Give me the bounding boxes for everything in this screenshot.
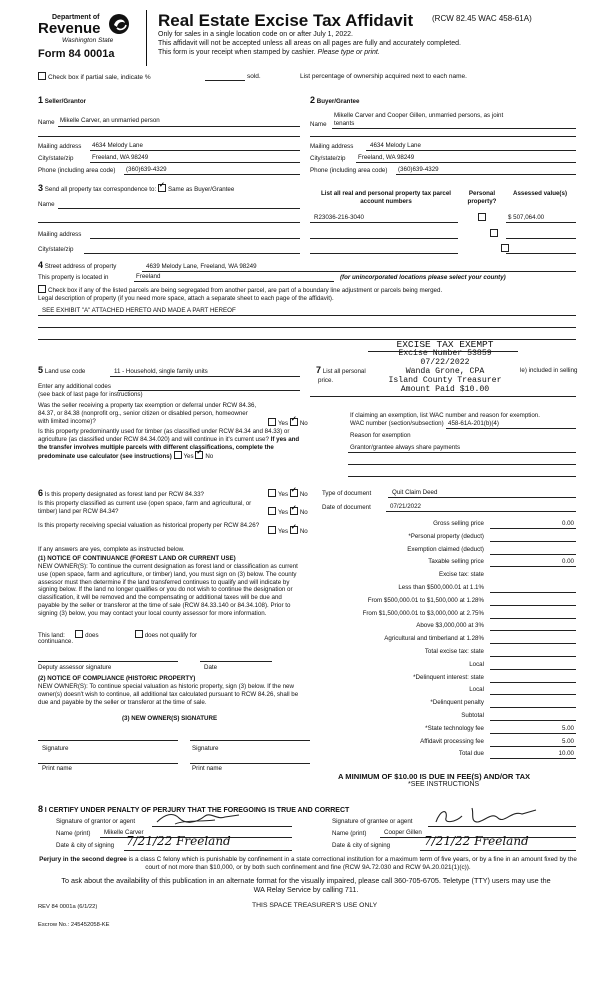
buyer-phone[interactable]: (360)639-4329 bbox=[398, 166, 439, 173]
sec3-mail-label: Mailing address bbox=[38, 231, 82, 238]
calc-value[interactable]: 5.00 bbox=[561, 724, 574, 732]
calc-label: Excise tax: state bbox=[438, 571, 484, 579]
land-does-not-checkbox[interactable] bbox=[135, 630, 143, 638]
calc-label: From $500,000.01 to $1,500,000 at 1.28% bbox=[367, 596, 484, 604]
deputy-sig-label: Deputy assessor signature bbox=[38, 664, 112, 671]
legal-description-label: Legal description of property (if you need more space, attach a separate sheet to each page of the affidavit). bbox=[38, 295, 334, 302]
calc-value[interactable]: 10.00 bbox=[558, 750, 574, 758]
partial-sale-row: Check box if partial sale, indicate % bbox=[38, 72, 151, 82]
sec5-q2-no[interactable] bbox=[195, 451, 203, 459]
personal-property-checkbox-2[interactable] bbox=[490, 229, 498, 237]
sec5-q1: Was the seller receiving a property tax exemption or deferral under RCW 84.36, 84.37, or 84.38 (nonprofit org., senior citizen or disabled person, homeowner with limited income)? bbox=[38, 402, 257, 425]
seller-phone-label: Phone (including area code) bbox=[38, 167, 116, 174]
additional-codes-note: (see back of last page for instructions) bbox=[38, 391, 143, 398]
calc-value-line bbox=[490, 605, 576, 606]
seller-city-label: City/state/zip bbox=[38, 155, 74, 162]
buyer-name-2[interactable]: tenants bbox=[334, 120, 355, 127]
sec6-q2: Is this property classified as current use (open space, farm and agricultural, or timber) land per RCW 84.34? bbox=[38, 500, 252, 515]
escrow-number: Escrow No.: 245452058-KE bbox=[38, 922, 110, 928]
dept-top: Department of bbox=[52, 14, 100, 21]
seller-mail-label: Mailing address bbox=[38, 143, 82, 150]
grantee-date[interactable]: 7/21/22 Freeland bbox=[424, 834, 529, 848]
calc-value-line bbox=[490, 720, 576, 721]
sec6-ifany: If any answers are yes, complete as instructed below. bbox=[38, 546, 185, 553]
owner-print-label-1: Print name bbox=[42, 765, 72, 772]
same-as-buyer-checkbox[interactable] bbox=[158, 184, 166, 192]
seller-name[interactable]: Mikelle Carver, an unmarried person bbox=[60, 117, 160, 124]
alternate-format-note: To ask about the availability of this publication in an alternate format for the visually impaired, please call 360-705-6705. Teletype (TTY) users may use the WA Relay Service by calling 711. bbox=[61, 876, 551, 894]
segregation-checkbox[interactable] bbox=[38, 285, 46, 293]
buyer-city-label: City/state/zip bbox=[310, 155, 346, 162]
grantee-name[interactable]: Cooper Gillen bbox=[384, 829, 422, 836]
segregation-row: Check box if any of the listed parcels are being segregated from another parcel, are part of a boundary line adjustment or parcels being merged. bbox=[38, 285, 442, 295]
sec3-heading: 3 Send all property tax correspondence to: ✓ Same as Buyer/Grantee bbox=[38, 183, 234, 194]
calc-label: Less than $500,000.01 at 1.1% bbox=[398, 584, 484, 591]
sec4-heading: 4 Street address of property bbox=[38, 260, 117, 270]
legal-exhibit[interactable]: SEE EXHIBIT "A" ATTACHED HERETO AND MADE A PART HEREOF bbox=[42, 307, 236, 314]
sec6-q1-no[interactable] bbox=[290, 489, 298, 497]
grantor-date-label: Date & city of signing bbox=[56, 842, 115, 849]
seller-mail[interactable]: 4634 Melody Lane bbox=[92, 142, 143, 149]
partial-sale-checkbox[interactable] bbox=[38, 72, 46, 80]
exempt-stamp bbox=[370, 340, 520, 394]
state-label: Washington State bbox=[62, 37, 114, 44]
seller-name-label: Name bbox=[38, 119, 55, 126]
doc-type[interactable]: Quit Claim Deed bbox=[392, 489, 438, 496]
calc-label: *Personal property (deduct) bbox=[408, 532, 484, 540]
location-label: This property is located in bbox=[38, 274, 109, 281]
calc-label: *Delinquent interest: state bbox=[413, 673, 484, 681]
stamp-line-2: Excise Number 53859 bbox=[398, 349, 492, 358]
calc-value[interactable]: 0.00 bbox=[561, 558, 574, 566]
calc-value-line bbox=[490, 656, 576, 657]
notice1-text: NEW OWNER(S): To continue the current designation as forest land or classification as current use (open space, farm and agriculture, or timber) land, you must sign on (3) below. The county assessor must then determine if the land transferred continues to qualify and will indicate by signing below. If the land no longer qualifies or you do not wish to continue the designation or classification, it will be removed and the compensating or additional taxes will be due and payable by the seller or transferor at the time of sale (RCW 84.33.140 or 84.34.108). Prior to signing (3) below, you may contact your local county assessor for more information. bbox=[38, 563, 298, 617]
calc-value-line bbox=[490, 592, 576, 593]
calc-value-line bbox=[490, 694, 576, 695]
sec5-heading: 5 Land use code bbox=[38, 365, 86, 375]
calc-label: Subtotal bbox=[461, 712, 484, 719]
calc-label: Taxable selling price bbox=[428, 558, 484, 566]
dept-name: Revenue bbox=[38, 20, 101, 37]
calc-label: Total excise tax: state bbox=[424, 648, 484, 655]
calc-value-line bbox=[490, 630, 576, 631]
assessed-col-header: Assessed value(s) bbox=[513, 190, 567, 197]
calc-value-line bbox=[490, 541, 576, 542]
calc-value-line bbox=[490, 733, 576, 734]
sec6-q3-answer: Yes ✓ No bbox=[268, 526, 308, 536]
calc-value[interactable]: 0.00 bbox=[561, 520, 574, 527]
location-note: (for unincorporated locations please select your county) bbox=[340, 274, 506, 281]
owner-sig-label-2: Signature bbox=[192, 745, 219, 752]
buyer-name-1[interactable]: Mikelle Carver and Cooper Gillen, unmarried persons, as joint bbox=[334, 112, 504, 119]
continuance-label: continuance. bbox=[38, 638, 74, 645]
sec6-q1-yes[interactable] bbox=[268, 489, 276, 497]
parcel-col-header: List all real and personal property tax parcel account numbers bbox=[321, 190, 451, 205]
form-title: Real Estate Excise Tax Affidavit bbox=[158, 11, 414, 30]
sec5-q2-yes[interactable] bbox=[174, 451, 182, 459]
header-divider bbox=[146, 10, 147, 66]
parcel-number[interactable]: R23036-216-3040 bbox=[314, 214, 364, 221]
owner-sig-label-1: Signature bbox=[42, 745, 69, 752]
buyer-name-label: Name bbox=[310, 121, 327, 128]
sec7-included: le) included in selling bbox=[520, 367, 578, 374]
certification: 8 I CERTIFY UNDER PENALTY OF PERJURY THAT THE FOREGOING IS TRUE AND CORRECT bbox=[38, 804, 350, 814]
doc-date[interactable]: 07/21/2022 bbox=[390, 503, 421, 510]
notice2-text: NEW OWNER(S): To continue special valuation as historic property, sign (3) below. If the new owner(s) doesn't wish to continue, all additional tax calculated pursuant to RCW 84.26, shall be due and payable by the seller or transferor at the time of sale. bbox=[38, 683, 299, 706]
stamp-line-3: 07/22/2022 bbox=[420, 358, 470, 367]
calc-value-line bbox=[490, 669, 576, 670]
grantee-date-label: Date & city of signing bbox=[332, 842, 391, 849]
sec7-heading: 7 List all personal bbox=[316, 365, 366, 375]
calc-label: Exemption claimed (deduct) bbox=[407, 545, 484, 553]
sec5-q1-answer: Yes ✓ No bbox=[268, 418, 308, 428]
owner-print-label-2: Print name bbox=[192, 765, 222, 772]
seller-city[interactable]: Freeland, WA 98249 bbox=[92, 154, 149, 161]
calc-label: *State technology fee bbox=[425, 724, 484, 732]
additional-codes-label: Enter any additional codes bbox=[38, 383, 111, 390]
calc-value-line bbox=[490, 758, 576, 759]
sec6-q2-yes[interactable] bbox=[268, 507, 276, 515]
sec6-q3-no[interactable] bbox=[290, 526, 298, 534]
personal-property-checkbox-3[interactable] bbox=[501, 244, 509, 252]
partial-sold: sold. bbox=[247, 73, 261, 80]
perjury-notice: Perjury in the second degree is a class C felony which is punishable by confinement in a state correctional institution for a maximum term of five years, or by a fine in an amount fixed by the court of not more than $10,000, or by both such confinement and fine (RCW 9A.72.030 and RCW 9A.20.021(1)(c)). bbox=[39, 856, 577, 871]
doc-type-label: Type of document bbox=[322, 490, 372, 497]
stamp-line-1: EXCISE TAX EXEMPT bbox=[396, 339, 494, 350]
sec6-q2-answer: Yes ✓ No bbox=[268, 507, 308, 517]
sec6-q2-no[interactable] bbox=[290, 507, 298, 515]
location-value[interactable]: Freeland bbox=[136, 273, 161, 280]
grantee-sig-label: Signature of grantee or agent bbox=[332, 818, 413, 825]
buyer-city[interactable]: Freeland, WA 98249 bbox=[358, 154, 415, 161]
reason-value[interactable]: Grantor/grantee always share payments bbox=[350, 444, 461, 451]
calc-label: Local bbox=[469, 686, 484, 694]
rcw-ref: (RCW 82.45 WAC 458-61A) bbox=[432, 14, 532, 23]
sec6-q1: 6 Is this property designated as forest land per RCW 84.33? bbox=[38, 488, 204, 498]
calc-value-line bbox=[490, 554, 576, 555]
wac-label: WAC number (section/subsection) bbox=[350, 420, 444, 427]
land-use-code[interactable]: 11 - Household, single family units bbox=[114, 368, 208, 375]
buyer-heading: 2 Buyer/Grantee bbox=[310, 95, 360, 105]
sec6-q3: Is this property receiving special valuation as historical property per RCW 84.26? bbox=[38, 522, 260, 529]
treasurer-use: THIS SPACE TREASURER'S USE ONLY bbox=[252, 902, 378, 909]
grantor-name-label: Name (print) bbox=[56, 830, 91, 837]
calc-value[interactable]: 5.00 bbox=[561, 737, 574, 745]
grantor-date[interactable]: 7/21/22 Freeland bbox=[126, 834, 231, 848]
buyer-mail[interactable]: 4634 Melody Lane bbox=[370, 142, 421, 149]
land-does-checkbox[interactable] bbox=[75, 630, 83, 638]
calc-value-line bbox=[490, 566, 576, 567]
revenue-logo-icon bbox=[108, 12, 130, 36]
ownership-note: List percentage of ownership acquired next to each name. bbox=[300, 73, 467, 80]
calc-value-line bbox=[490, 746, 576, 747]
seller-phone[interactable]: (360)639-4329 bbox=[126, 166, 167, 173]
notice2-heading: (2) NOTICE OF COMPLIANCE (HISTORIC PROPERTY) bbox=[38, 675, 196, 682]
sec7-price: price. bbox=[318, 377, 334, 384]
calc-label: Local bbox=[469, 660, 484, 668]
sec5-q1-no[interactable] bbox=[290, 418, 298, 426]
stamp-line-6: Amount Paid $10.00 bbox=[400, 385, 490, 394]
notice3-heading: (3) NEW OWNER(S) SIGNATURE bbox=[122, 715, 218, 722]
sec3-city-label: City/state/zip bbox=[38, 246, 74, 253]
grantor-sig-label: Signature of grantor or agent bbox=[56, 818, 136, 825]
calc-value-line bbox=[490, 643, 576, 644]
minimum-fee-note: A MINIMUM OF $10.00 IS DUE IN FEE(S) AND/OR TAX bbox=[338, 772, 531, 781]
revision: REV 84 0001a (6/1/22) bbox=[38, 904, 98, 910]
calc-value-line bbox=[490, 528, 576, 529]
calc-label: Agricultural and timberland at 1.28% bbox=[384, 635, 484, 643]
exemption-label: If claiming an exemption, list WAC number and reason for exemption. bbox=[350, 412, 540, 419]
doc-date-label: Date of document bbox=[322, 504, 371, 511]
buyer-mail-label: Mailing address bbox=[310, 143, 354, 150]
seller-heading: 1 Seller/Grantor bbox=[38, 95, 87, 105]
calc-value-line bbox=[490, 707, 576, 708]
subtitle-2: This affidavit will not be accepted unless all areas on all pages are fully and accurately completed. bbox=[158, 40, 461, 47]
subtitle-3: This form is your receipt when stamped by cashier. Please type or print. bbox=[158, 49, 380, 56]
stamp-line-4: Wanda Grone, CPA bbox=[405, 367, 485, 376]
deputy-date-label: Date bbox=[204, 664, 218, 671]
buyer-phone-label: Phone (including area code) bbox=[310, 167, 388, 174]
grantee-name-label: Name (print) bbox=[332, 830, 367, 837]
assessed-value[interactable]: $ 507,064.00 bbox=[508, 214, 545, 221]
sec5-q2: Is this property predominantly used for timber (as classified under RCW 84.34 and 84.33) or agriculture (as classified under RCW 84.34.020) and will continue in it's current use? If yes and the transfer involves multiple parcels with different classifications, complete the predominate use calculator (see instructions) Yes ✓ No bbox=[38, 428, 306, 461]
calc-value-line bbox=[490, 682, 576, 683]
sec6-q3-yes[interactable] bbox=[268, 526, 276, 534]
street-address[interactable]: 4639 Melody Lane, Freeland, WA 98249 bbox=[146, 263, 257, 270]
reason-label: Reason for exemption bbox=[350, 432, 411, 439]
sec6-q1-answer: Yes ✓ No bbox=[268, 489, 308, 499]
sec3-name-label: Name bbox=[38, 201, 55, 208]
personal-col-header: Personal property? bbox=[467, 190, 497, 205]
personal-property-checkbox-1[interactable] bbox=[478, 213, 486, 221]
form-number: Form 84 0001a bbox=[38, 48, 115, 60]
land-qualify-row: This land: does does not qualify for bbox=[38, 632, 197, 639]
sec5-q1-yes[interactable] bbox=[268, 418, 276, 426]
grantor-name[interactable]: Mikelle Carver bbox=[104, 829, 144, 836]
stamp-line-5: Island County Treasurer bbox=[388, 376, 502, 385]
calc-value-line bbox=[490, 618, 576, 619]
see-instructions: *SEE INSTRUCTIONS bbox=[408, 781, 480, 788]
calc-label: Total due bbox=[458, 750, 484, 758]
calc-label: *Delinquent penalty bbox=[430, 699, 484, 707]
calc-label: Gross selling price bbox=[433, 520, 484, 527]
grantor-signature-icon bbox=[155, 808, 245, 828]
notice1-heading: (1) NOTICE OF CONTINUANCE (FOREST LAND OR CURRENT USE) bbox=[38, 555, 236, 562]
calc-label: Above $3,000,000 at 3% bbox=[416, 622, 484, 630]
calc-label: From $1,500,000.01 to $3,000,000 at 2.75% bbox=[362, 609, 484, 617]
subtitle-1: Only for sales in a single location code on or after July 1, 2022. bbox=[158, 31, 353, 38]
grantee-signature-icon bbox=[432, 804, 542, 828]
wac-number[interactable]: 458-61A-201(b)(4) bbox=[448, 420, 499, 427]
calc-label: Affidavit processing fee bbox=[420, 737, 484, 745]
